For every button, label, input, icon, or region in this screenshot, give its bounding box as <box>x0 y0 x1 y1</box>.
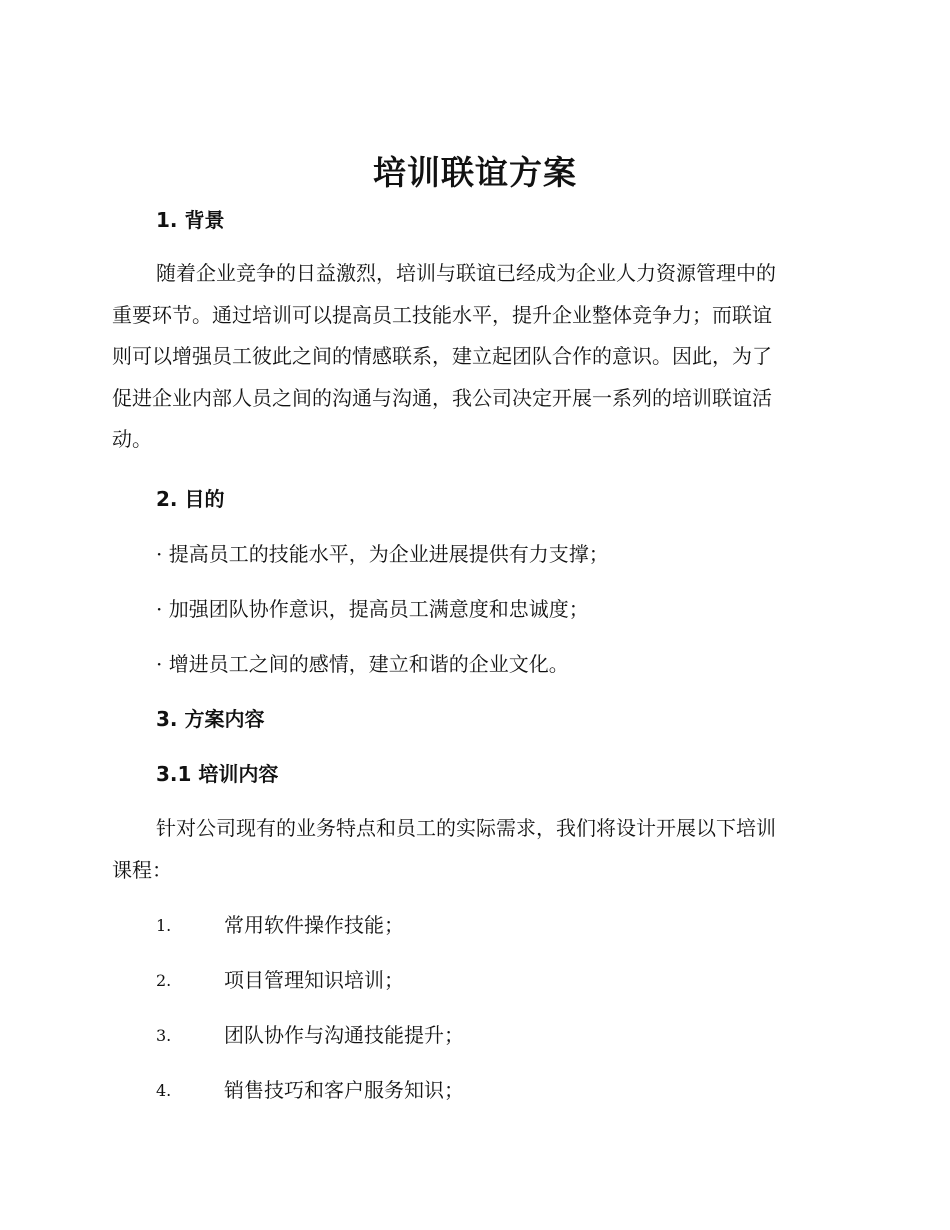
course-text: 项目管理知识培训； <box>224 968 404 992</box>
paragraph-line: 重要环节。通过培训可以提高员工技能水平，提升企业整体竞争力；而联谊 <box>112 302 772 327</box>
course-number: 1. <box>156 916 172 935</box>
section-heading-purpose: 2. 目的 <box>156 487 225 511</box>
paragraph-line: 促进企业内部人员之间的沟通与沟通，我公司决定开展一系列的培训联谊活 <box>112 385 772 410</box>
purpose-bullet-item: · 增进员工之间的感情，建立和谐的企业文化。 <box>156 652 569 676</box>
purpose-bullet-item: · 提高员工的技能水平，为企业进展提供有力支撑； <box>156 542 609 566</box>
paragraph-line: 针对公司现有的业务特点和员工的实际需求，我们将设计开展以下培训 <box>156 816 776 840</box>
course-number: 4. <box>156 1081 172 1100</box>
course-text: 销售技巧和客户服务知识； <box>224 1078 464 1102</box>
purpose-bullet-item: · 加强团队协作意识，提高员工满意度和忠诚度； <box>156 597 589 621</box>
course-text: 常用软件操作技能； <box>224 913 404 937</box>
course-text: 团队协作与沟通技能提升； <box>224 1023 464 1047</box>
paragraph-line: 随着企业竞争的日益激烈，培训与联谊已经成为企业人力资源管理中的 <box>156 261 776 285</box>
paragraph-line: 课程： <box>112 857 172 882</box>
section-heading-background: 1. 背景 <box>156 208 225 232</box>
course-number: 3. <box>156 1026 172 1045</box>
training-paragraph <box>112 808 836 891</box>
course-number: 2. <box>156 971 172 990</box>
section-heading-plan: 3. 方案内容 <box>156 707 265 731</box>
document-title: 培训联谊方案 <box>373 153 577 192</box>
section-heading-training: 3.1 培训内容 <box>156 762 279 786</box>
paragraph-line: 动。 <box>112 427 152 451</box>
paragraph-line: 则可以增强员工彼此之间的情感联系，建立起团队合作的意识。因此，为了 <box>112 344 772 368</box>
background-paragraph <box>112 253 836 461</box>
